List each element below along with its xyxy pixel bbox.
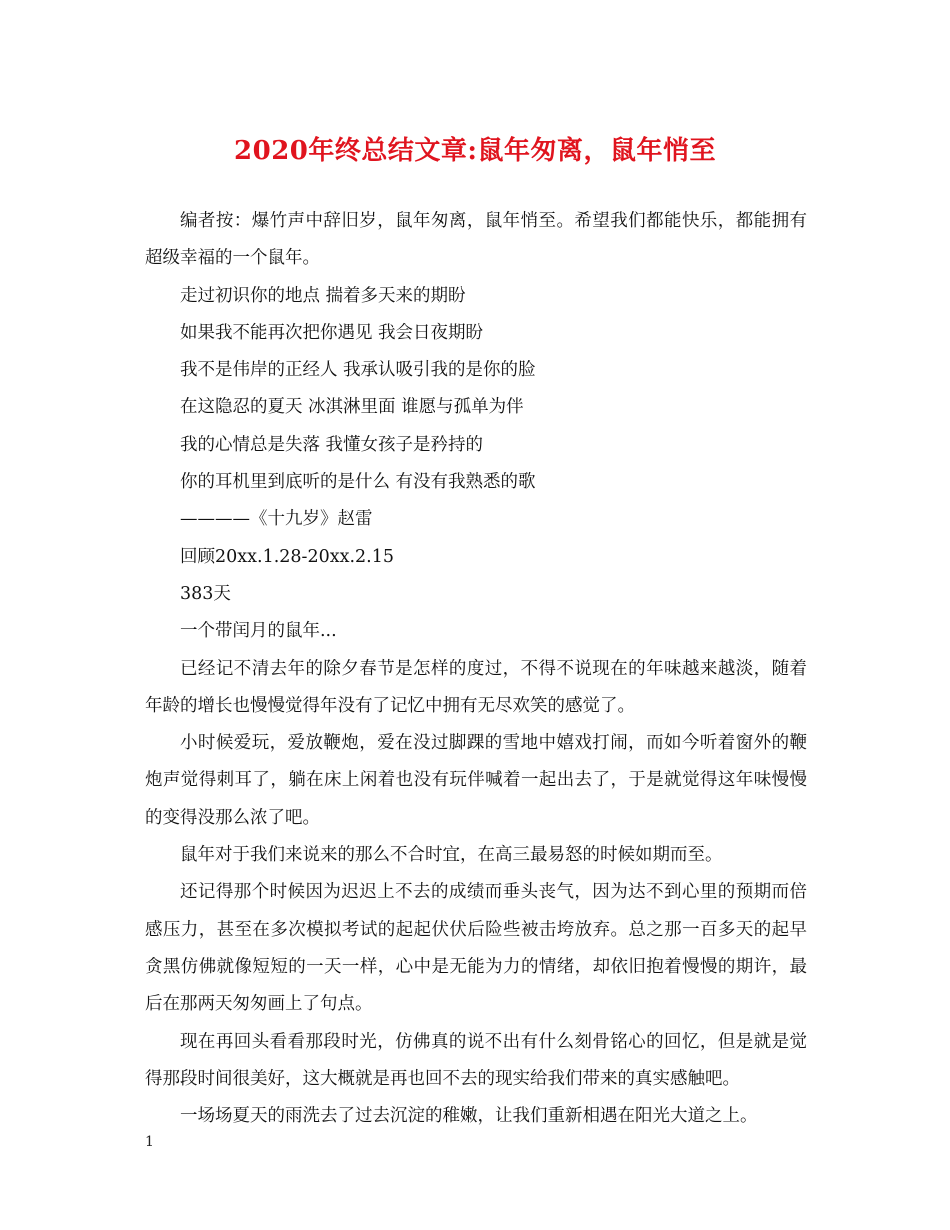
body-paragraph: 现在再回头看看那段时光，仿佛真的说不出有什么刻骨铭心的回忆，但是就是觉得那段时间很美好，这大概就是再也回不去的现实给我们带来的真实感触吧。 bbox=[145, 1031, 807, 1089]
body-paragraph: 还记得那个时候因为迟迟上不去的成绩而垂头丧气，因为达不到心里的预期而倍感压力，甚至在多次模拟考试的起起伏伏后险些被击垮放弃。总之那一百多天的起早贪黑仿佛就像短短的一天一样，心中是无能为力的情绪，却依旧抱着慢慢的期许，最后在那两天匆匆画上了句点。 bbox=[145, 882, 807, 1015]
document-title: 2020年终总结文章:鼠年匆离，鼠年悄至 bbox=[234, 136, 716, 166]
body-paragraph: 一场场夏天的雨洗去了过去沉淀的稚嫩，让我们重新相遇在阳光大道之上。 bbox=[180, 1106, 758, 1127]
body-paragraph: 小时候爱玩，爱放鞭炮，爱在没过脚踝的雪地中嬉戏打闹，而如今听着窗外的鞭炮声觉得刺耳了，躺在床上闲着也没有玩伴喊着一起出去了，于是就觉得这年味慢慢的变得没那么浓了吧。 bbox=[145, 733, 807, 828]
lyric-line: 在这隐忍的夏天 冰淇淋里面 谁愿与孤单为伴 bbox=[180, 397, 524, 418]
body-paragraph: 鼠年对于我们来说来的那么不合时宜，在高三最易怒的时候如期而至。 bbox=[180, 845, 723, 866]
lyric-line: 我不是伟岸的正经人 我承认吸引我的是你的脸 bbox=[180, 360, 536, 381]
document-body bbox=[145, 203, 807, 1135]
page-number: 1 bbox=[145, 1134, 154, 1150]
lyric-line: 你的耳机里到底听的是什么 有没有我熟悉的歌 bbox=[180, 472, 536, 493]
editor-note-paragraph: 编者按：爆竹声中辞旧岁，鼠年匆离，鼠年悄至。希望我们都能快乐，都能拥有超级幸福的一个鼠年。 bbox=[145, 211, 807, 269]
day-count: 383天 bbox=[180, 583, 231, 604]
body-paragraph: 已经记不清去年的除夕春节是怎样的度过，不得不说现在的年味越来越淡，随着年龄的增长也慢慢觉得年没有了记忆中拥有无尽欢笑的感觉了。 bbox=[145, 658, 807, 716]
lyric-attribution: ————《十九岁》赵雷 bbox=[180, 509, 373, 530]
lyric-line: 走过初识你的地点 揣着多天来的期盼 bbox=[180, 285, 466, 306]
review-date-range: 回顾20xx.1.28-20xx.2.15 bbox=[180, 546, 394, 567]
lyric-line: 如果我不能再次把你遇见 我会日夜期盼 bbox=[180, 322, 484, 343]
lyric-line: 我的心情总是失落 我懂女孩子是矜持的 bbox=[180, 434, 484, 455]
body-paragraph: 一个带闰月的鼠年... bbox=[180, 621, 337, 642]
